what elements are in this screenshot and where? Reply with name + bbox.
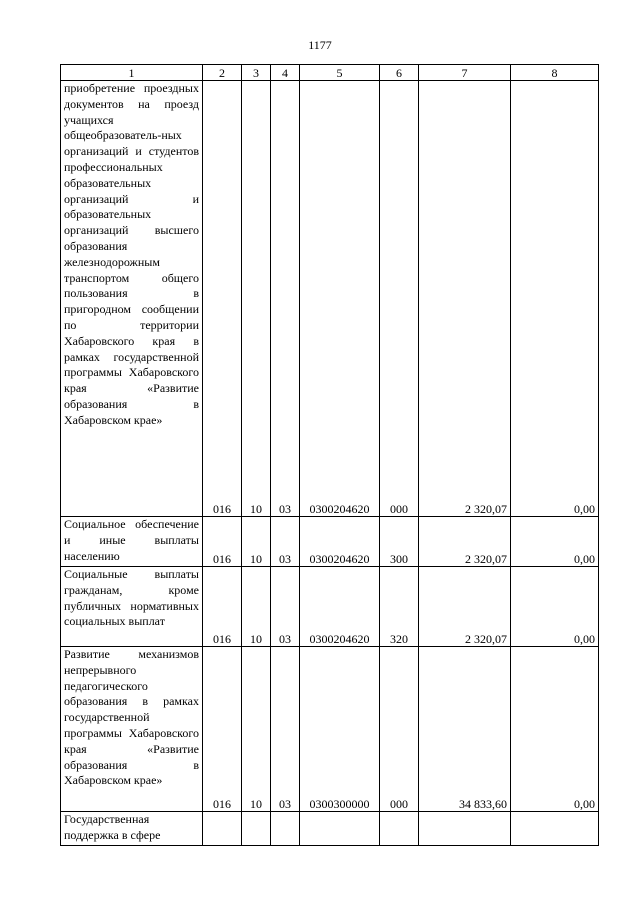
cell-c2: 016 xyxy=(203,647,242,812)
item-name: приобретение проездных документов на проезд учащихся общеобразователь-ных организаций и студентов профессиональных образовательных организаций и образовательных организаций высшего образования железнодорожным транспортом общего пользования в пригородном сообщении по территории Хабаровского края в рамках государственной программы Хабаровского края «Развитие образования в Хабаровском крае» xyxy=(61,81,203,517)
cell-c7: 34 833,60 xyxy=(419,647,511,812)
item-name: Социальное обеспечение и иные выплаты населению xyxy=(61,517,203,567)
cell-c5: 0300204620 xyxy=(300,567,380,647)
cell-c7: 2 320,07 xyxy=(419,81,511,517)
header-cell: 4 xyxy=(271,65,300,81)
table-row xyxy=(61,567,599,647)
table-row xyxy=(61,812,599,846)
item-name: Развитие механизмов непрерывного педагогического образования в рамках государственной программы Хабаровского края «Развитие образования в Хабаровском крае» xyxy=(61,647,203,812)
cell-c4: 03 xyxy=(271,567,300,647)
header-row xyxy=(61,65,599,81)
item-name: Социальные выплаты гражданам, кроме публичных нормативных социальных выплат xyxy=(61,567,203,647)
header-cell: 2 xyxy=(203,65,242,81)
table-row xyxy=(61,647,599,812)
header-cell: 3 xyxy=(242,65,271,81)
cell-c2: 016 xyxy=(203,567,242,647)
cell-c4: 03 xyxy=(271,81,300,517)
cell-c3 xyxy=(242,812,271,846)
item-name: Государственная поддержка в сфере xyxy=(61,812,203,846)
header-cell: 7 xyxy=(419,65,511,81)
cell-c3: 10 xyxy=(242,647,271,812)
cell-c3: 10 xyxy=(242,81,271,517)
cell-c6: 320 xyxy=(380,567,419,647)
page-number: 1177 xyxy=(308,38,332,52)
cell-c2: 016 xyxy=(203,81,242,517)
cell-c2: 016 xyxy=(203,517,242,567)
cell-c7: 2 320,07 xyxy=(419,567,511,647)
cell-c8: 0,00 xyxy=(511,567,599,647)
cell-c7: 2 320,07 xyxy=(419,517,511,567)
header-cell: 1 xyxy=(61,65,203,81)
cell-c3: 10 xyxy=(242,567,271,647)
budget-table xyxy=(60,64,599,846)
cell-c8: 0,00 xyxy=(511,517,599,567)
cell-c4 xyxy=(271,812,300,846)
cell-c5: 0300204620 xyxy=(300,81,380,517)
table-row xyxy=(61,81,599,517)
cell-c6 xyxy=(380,812,419,846)
table-row xyxy=(61,517,599,567)
cell-c3: 10 xyxy=(242,517,271,567)
cell-c4: 03 xyxy=(271,517,300,567)
header-cell: 6 xyxy=(380,65,419,81)
cell-c6: 000 xyxy=(380,647,419,812)
cell-c5: 0300300000 xyxy=(300,647,380,812)
cell-c8: 0,00 xyxy=(511,647,599,812)
cell-c5 xyxy=(300,812,380,846)
cell-c7 xyxy=(419,812,511,846)
cell-c8 xyxy=(511,812,599,846)
header-cell: 5 xyxy=(300,65,380,81)
cell-c2 xyxy=(203,812,242,846)
cell-c5: 0300204620 xyxy=(300,517,380,567)
cell-c6: 300 xyxy=(380,517,419,567)
cell-c6: 000 xyxy=(380,81,419,517)
header-cell: 8 xyxy=(511,65,599,81)
cell-c4: 03 xyxy=(271,647,300,812)
cell-c8: 0,00 xyxy=(511,81,599,517)
